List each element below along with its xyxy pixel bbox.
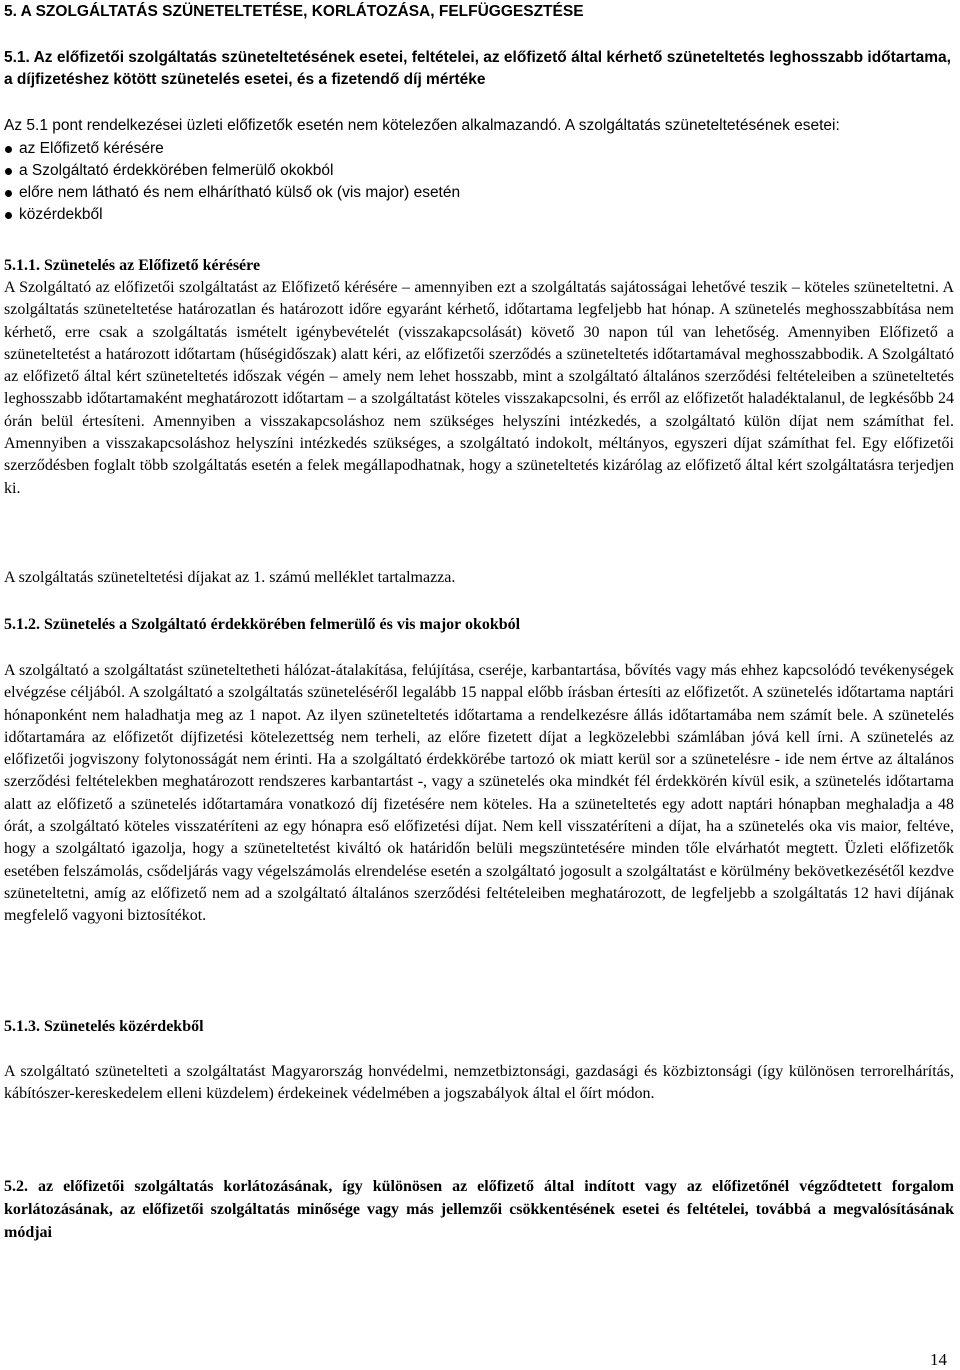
bullet-icon [5,168,12,175]
bullet-icon [5,146,12,153]
page-number: 14 [930,1350,947,1369]
list-item: előre nem látható és nem elhárítható külső ok (vis major) esetén [4,182,954,204]
list-item: a Szolgáltató érdekkörében felmerülő okokból [4,160,954,182]
section-5-1-heading: 5.1. Az előfizetői szolgáltatás szüneteltetésének esetei, feltételei, az előfizető által kérhető szüneteltetés leghosszabb időtartama, a díjfizetéshez kötött szünetelés esetei, és a fizetendő díj mértéke [4,49,951,88]
section-5-2-heading: 5.2. az előfizetői szolgáltatás korlátozásának, így különösen az előfizető által indított vagy az előfizetőnél végződtetett forgalom korlátozásának, az előfizetői szolgáltatás minősége vagy más jellemzői csökkentésének esetei és feltételei, továbbá a megvalósításának módjai [4,1178,954,1241]
bullet-icon [5,190,12,197]
section-5-1-3-heading: 5.1.3. Szünetelés közérdekből [4,1018,204,1035]
section-5-1-3-body: A szolgáltató szünetelteti a szolgáltatást Magyarország honvédelmi, nemzetbiztonsági, gazdasági és közbiztonsági (így különösen terrorelhárítás, kábítószer-kereskedelem elleni küzdelem) érdekeinek védelmében a jogszabályok által el őírt módon. [4,1063,954,1103]
section-5-1-2-heading: 5.1.2. Szünetelés a Szolgáltató érdekkörében felmerülő és vis major okokból [4,616,521,633]
section-5-1-intro: Az 5.1 pont rendelkezései üzleti előfizetők esetén nem kötelezően alkalmazandó. A szolgáltatás szüneteltetésének esetei: [4,117,840,134]
suspension-fee-note: A szolgáltatás szüneteltetési díjakat az 1. számú melléklet tartalmazza. [4,569,456,586]
section-5-title: 5. A SZOLGÁLTATÁS SZÜNETELTETÉSE, KORLÁTOZÁSA, FELFÜGGESZTÉSE [4,3,584,20]
list-item: közérdekből [4,204,954,226]
section-5-1-2-body: A szolgáltató a szolgáltatást szüneteltetheti hálózat-átalakítása, felújítása, cseréje, karbantartása, bővítés vagy más ehhez kapcsolódó tevékenységek elvégzése céljából. A szolgáltató a szolgáltatás szüneteléséről legalább 15 nappal előbb írásban értesíti az előfizetőt. A szünetelés időtartama naptári hónaponként nem haladhatja meg az 1 napot. Az ilyen szüneteltetés időtartama a rendelkezésre állás időtartamába nem számít bele. A szünetelés időtartamára az előfizetőt díjfizetési kötelezettség nem terheli, az előre fizetett díjat a legközelebbi számlában jóvá kell írni. A szünetelés az előfizetői jogviszony folytonosságát nem érinti. Ha a szolgáltató érdekkörébe tartozó ok miatt kerül sor a szünetelésre - ide nem értve az általános szerződési feltételekben meghatározott rendszeres karbantartást -, vagy a szünetelés oka mindkét fél érdekkörén kívül esik, a szünetelés időtartama alatt az előfizető a szünetelés időtartamára vonatkozó díj fizetésére nem köteles. Ha a szüneteltetés egy adott naptári hónapban meghaladja a 48 órát, a szolgáltató köteles visszatéríteni az egy hónapra eső előfizetési díjat. Nem kell visszatéríteni a díjat, ha a szünetelés oka vis maior, feltéve, hogy a szolgáltató igazolja, hogy a szüneteltetést kiváltó ok határidőn belüli megszüntetésére minden tőle elvárhatót megtett. Üzleti előfizetők esetében felszámolás, csődeljárás vagy végelszámolás elrendelése esetén a szolgáltató jogosult a szolgáltatást e körülmény bekövetkezésétől kezdve szüneteltetni, amíg az előfizető nem ad a szolgáltató általános szerződési feltételeiben meghatározott, de legfeljebb a szolgáltatás 12 havi díjának megfelelő vagyoni biztosítékot. [4,662,954,925]
suspension-cases-list [4,138,954,226]
bullet-icon [5,212,12,219]
list-item: az Előfizető kérésére [4,138,954,160]
section-5-1-1-heading: 5.1.1. Szünetelés az Előfizető kérésére [4,257,261,274]
section-5-1-1-body: A Szolgáltató az előfizetői szolgáltatást az Előfizető kérésére – amennyiben ezt a szolgáltatás sajátosságai lehetővé teszik – köteles szüneteltetni. A szolgáltatás szüneteltetése határozatlan és határozott időre egyaránt kérhető, időtartama legfeljebb hat hónap. A szünetelés meghosszabbítása nem kérhető, erre csak a szolgáltatás ismételt igénybevételét (visszakapcsolását) követő 30 napon túl van lehetőség. Amennyiben Előfizető a szüneteltetést a határozott időtartam (hűségidőszak) alatt kéri, az előfizetői szerződés a szüneteltetés időtartamával meghosszabbodik. A Szolgáltató az előfizető által kért szüneteltetés időszak végén – amely nem lehet hosszabb, mint a szolgáltató általános szerződési feltételeiben a szüneteltetés leghosszabb időtartamaként meghatározott időtartam – a szolgáltatást köteles visszakapcsolni, és erről az előfizetőt haladéktalanul, de legkésőbb 24 órán belül értesíteni. Amennyiben a visszakapcsoláshoz nem szükséges helyszíni intézkedés, a szolgáltató külön díjat nem számíthat fel. Amennyiben a visszakapcsoláshoz helyszíni intézkedés szükséges, a szolgáltató indokolt, méltányos, egyszeri díjat számíthat fel. Egy előfizetői szerződésben foglalt több szolgáltatás esetén a felek megállapodhatnak, hogy a szüneteltetés kizárólag az előfizető által kért szolgáltatásra terjedjen ki. [4,279,954,497]
